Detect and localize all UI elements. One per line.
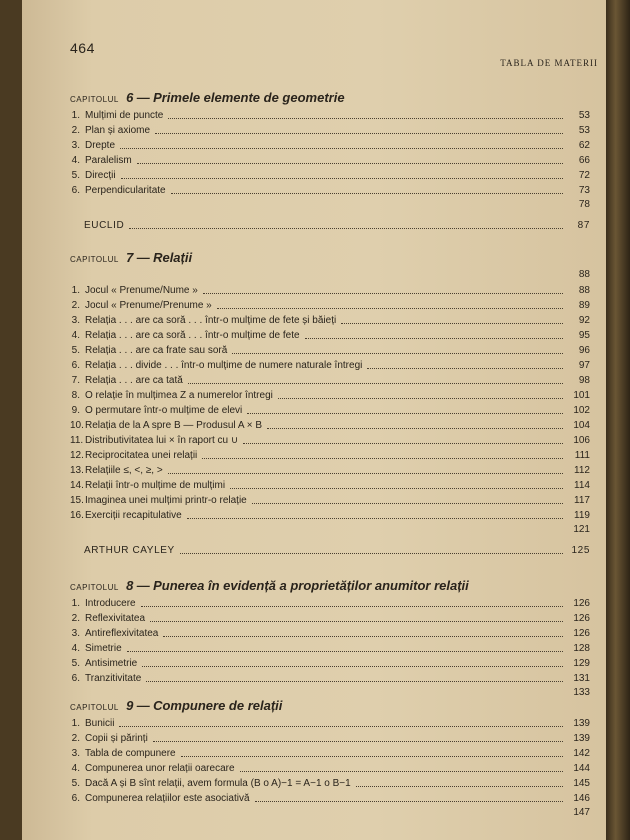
leader-dots [367,368,563,369]
chapter-label: CAPITOLUL [70,583,119,592]
toc-title: Relațiile ≤, <, ≥, > [85,465,163,476]
toc-number: 6. [71,793,80,804]
leader-dots [255,801,563,802]
chapter-dash: — [136,250,150,265]
leader-dots [232,353,563,354]
toc-row[interactable] [70,168,590,183]
toc-title: Relația . . . are ca soră . . . într-o mulțime de fete [85,330,300,341]
toc-title: Perpendicularitate [85,185,166,196]
leader-dots [171,193,563,194]
chapter-end-page: 78 [578,199,590,210]
running-head: TABLA DE MATERII [500,58,598,68]
toc-row[interactable] [70,746,590,761]
toc-row[interactable] [70,108,590,123]
chapter-dash: — [136,578,150,593]
chapter-6 [70,88,590,233]
toc-page: 97 [578,360,590,371]
toc-number: 2. [71,300,80,311]
chapter-number: 9 [126,698,134,713]
toc-title: Relații într-o mulțime de mulțimi [85,480,226,491]
toc-row[interactable] [70,493,590,508]
leader-dots [163,636,563,637]
leader-dots [341,323,563,324]
toc-row[interactable] [70,776,590,791]
toc-title: Compunerea unor relații oarecare [85,763,235,774]
toc-title: Mulțimi de puncte [85,110,164,121]
toc-row[interactable] [70,791,590,806]
toc-page: 126 [573,598,590,609]
toc-page: 126 [573,613,590,624]
toc-title: Paralelism [85,155,132,166]
toc-row[interactable] [70,761,590,776]
toc-title: Exerciții recapitulative [85,510,182,521]
toc-title: Antireflexivitatea [85,628,159,639]
leader-dots [150,621,563,622]
toc-title: Drepte [85,140,116,151]
toc-title: O relație în mulțimea Z a numerelor întregi [85,390,273,401]
chapter-number: 8 [126,578,134,593]
toc-title: Dacă A și B sînt relații, avem formula (B o A)−1 = A−1 o B−1 [85,778,351,789]
leader-dots [146,681,563,682]
toc-row[interactable] [70,283,590,298]
toc-number: 1. [71,110,80,121]
toc-number: 15. [70,495,84,506]
leader-dots [240,771,563,772]
leader-dots [129,228,563,229]
chapter-number: 7 [126,250,134,265]
toc-number: 1. [71,598,80,609]
toc-page: 146 [573,793,590,804]
chapter-title: Primele elemente de geometrie [153,90,345,105]
chapter-heading [70,88,590,108]
toc-page: 102 [573,405,590,416]
toc-title: Relația . . . are ca soră . . . într-o mulțime de fete și băieți [85,315,337,326]
toc-title: Tranzitivitate [85,673,142,684]
toc-page: 125 [571,545,590,556]
leader-dots [153,741,563,742]
chapter-label: CAPITOLUL [70,703,119,712]
biography-name: ARTHUR CAYLEY [84,545,175,556]
toc-number: 8. [71,390,80,401]
toc-title: Imaginea unei mulțimi printr-o relație [85,495,247,506]
leader-dots [188,383,563,384]
toc-page: 95 [578,330,590,341]
toc-title: Jocul « Prenume/Nume » [85,285,198,296]
toc-title: O permutare într-o mulțime de elevi [85,405,243,416]
chapter-number: 6 [126,90,134,105]
chapter-end-page: 147 [573,807,590,818]
toc-number: 16. [70,510,84,521]
leader-dots [119,726,563,727]
chapter-label: CAPITOLUL [70,95,119,104]
toc-page: 92 [578,315,590,326]
chapter-8 [70,576,590,701]
leader-dots [230,488,563,489]
toc-title: Direcții [85,170,116,181]
chapter-heading [70,576,590,596]
chapter-end-page: 121 [573,524,590,535]
leader-dots [180,553,563,554]
toc-row[interactable] [70,298,590,313]
leader-dots [141,606,563,607]
leader-dots [247,413,563,414]
leader-dots [121,178,563,179]
toc-title: Jocul « Prenume/Prenume » [85,300,212,311]
toc-number: 4. [71,763,80,774]
toc-number: 1. [71,718,80,729]
chapter-label: CAPITOLUL [70,255,119,264]
toc-title: Relația de la A spre B — Produsul A × B [85,420,263,431]
toc-title: Relația . . . divide . . . într-o mulțime de numere naturale întregi [85,360,363,371]
toc-page: 145 [573,778,590,789]
toc-row[interactable] [70,626,590,641]
toc-row[interactable] [70,611,590,626]
toc-page: 129 [573,658,590,669]
toc-title: Plan și axiome [85,125,151,136]
toc-row[interactable] [70,343,590,358]
leader-dots [356,786,563,787]
toc-number: 14. [70,480,84,491]
toc-number: 10. [70,420,84,431]
toc-number: 2. [71,125,80,136]
toc-page: 96 [578,345,590,356]
toc-page: 119 [574,510,590,521]
toc-row[interactable] [70,328,590,343]
toc-page: 62 [578,140,590,151]
toc-page: 112 [574,465,590,476]
toc-row[interactable] [70,641,590,656]
toc-number: 5. [71,658,80,669]
chapter-7 [70,248,590,558]
toc-row[interactable] [70,313,590,328]
toc-row[interactable] [70,153,590,168]
toc-row[interactable] [70,388,590,403]
toc-page: 53 [578,125,590,136]
toc-number: 2. [71,613,80,624]
toc-title: Distributivitatea lui × în raport cu ∪ [85,435,239,446]
toc-title: Reciprocitatea unei relații [85,450,198,461]
toc-title: Simetrie [85,643,122,654]
leader-dots [168,118,563,119]
toc-title: Antisimetrie [85,658,138,669]
leader-dots [120,148,563,149]
toc-page: 139 [573,718,590,729]
toc-title: Reflexivitatea [85,613,146,624]
toc-number: 5. [71,345,80,356]
toc-number: 9. [71,405,80,416]
toc-page: 73 [578,185,590,196]
toc-row[interactable] [70,508,590,523]
toc-title: Tabla de compunere [85,748,176,759]
toc-number: 3. [71,628,80,639]
toc-row[interactable] [70,373,590,388]
toc-page: 101 [573,390,590,401]
toc-page: 126 [573,628,590,639]
toc-row-biography[interactable] [70,538,590,558]
toc-row[interactable] [70,731,590,746]
toc-page: 114 [574,480,590,491]
chapter-heading [70,248,590,268]
toc-title: Compunerea relațiilor este asociativă [85,793,250,804]
toc-page: 98 [578,375,590,386]
toc-number: 4. [71,155,80,166]
toc-page: 111 [574,450,590,461]
leader-dots [142,666,563,667]
biography-name: EUCLID [84,220,125,231]
toc-row[interactable] [70,656,590,671]
toc-number: 2. [71,733,80,744]
toc-page: 88 [578,285,590,296]
toc-row[interactable] [70,358,590,373]
toc-number: 3. [71,315,80,326]
toc-row[interactable] [70,671,590,686]
toc-row-biography[interactable] [70,213,590,233]
toc-number: 5. [71,778,80,789]
toc-number: 11. [70,435,84,446]
leader-dots [203,293,563,294]
chapter-title: Compunere de relații [153,698,283,713]
chapter-title: Relații [153,250,193,265]
chapter-dash: — [136,90,150,105]
leader-dots [267,428,563,429]
toc-page: 53 [578,110,590,121]
leader-dots [187,518,563,519]
leader-dots [217,308,563,309]
toc-title: Bunicii [85,718,115,729]
toc-page: 72 [578,170,590,181]
toc-number: 6. [71,360,80,371]
toc-title: Introducere [85,598,136,609]
chapter-dash: — [136,698,150,713]
toc-row[interactable] [70,433,590,448]
toc-title: Relația . . . are ca frate sau soră [85,345,228,356]
leader-dots [252,503,563,504]
toc-page: 144 [573,763,590,774]
chapter-start-page: 88 [578,269,590,280]
toc-number: 12. [70,450,84,461]
book-page [22,0,610,840]
toc-page: 106 [573,435,590,446]
toc-page: 87 [577,220,590,231]
toc-row[interactable] [70,463,590,478]
page-number: 464 [70,40,95,56]
chapter-heading [70,696,590,716]
toc-page: 142 [573,748,590,759]
toc-row[interactable] [70,448,590,463]
toc-page: 104 [573,420,590,431]
toc-page: 117 [574,495,590,506]
book-spine [606,0,630,840]
toc-number: 4. [71,643,80,654]
toc-number: 13. [70,465,84,476]
toc-number: 5. [71,170,80,181]
toc-number: 7. [71,375,80,386]
toc-row[interactable] [70,716,590,731]
leader-dots [137,163,563,164]
toc-page: 66 [578,155,590,166]
toc-title: Relația . . . are ca tată [85,375,183,386]
toc-number: 1. [71,285,80,296]
toc-number: 6. [71,185,80,196]
toc-row[interactable] [70,138,590,153]
toc-row[interactable] [70,478,590,493]
toc-number: 4. [71,330,80,341]
leader-dots [181,756,563,757]
chapter-9 [70,696,590,821]
leader-dots [202,458,563,459]
toc-number: 3. [71,748,80,759]
toc-page: 139 [573,733,590,744]
toc-number: 3. [71,140,80,151]
leader-dots [243,443,563,444]
toc-row[interactable] [70,596,590,611]
toc-row[interactable] [70,403,590,418]
chapter-title: Punerea în evidență a proprietăților anumitor relații [153,578,469,593]
toc-page: 89 [578,300,590,311]
leader-dots [305,338,563,339]
toc-title: Copii și părinți [85,733,148,744]
toc-page: 128 [573,643,590,654]
toc-page: 131 [573,673,590,684]
toc-row[interactable] [70,183,590,198]
leader-dots [127,651,563,652]
toc-number: 6. [71,673,80,684]
toc-row[interactable] [70,418,590,433]
toc-row[interactable] [70,123,590,138]
leader-dots [155,133,563,134]
leader-dots [168,473,563,474]
leader-dots [278,398,563,399]
chapter-end-page: 133 [573,687,590,698]
